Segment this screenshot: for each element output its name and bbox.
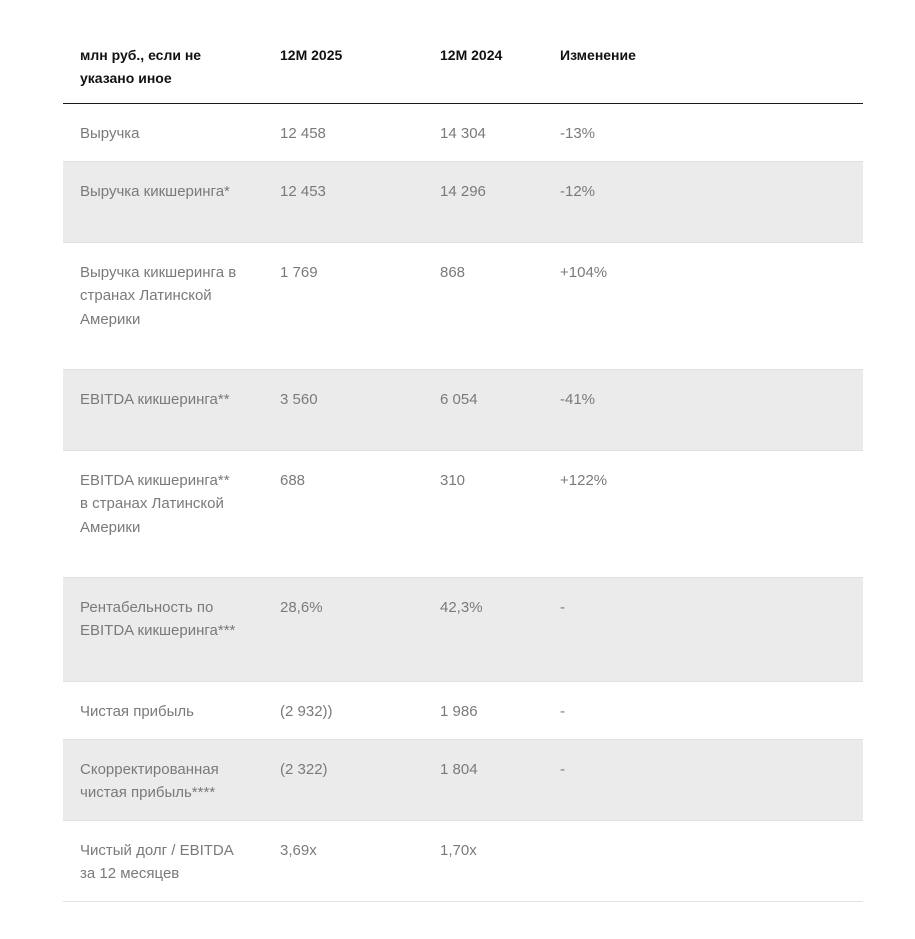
row-value-2025: 3 560 — [280, 391, 318, 408]
row-value-2024: 868 — [440, 264, 466, 281]
row-value-2024: 1 804 — [440, 761, 478, 778]
row-value-2025: 1 769 — [280, 264, 318, 281]
row-value-2025: 3,69x — [280, 842, 317, 859]
row-label: Выручка кикшеринга в странах Латинской Америки — [80, 264, 237, 328]
row-change: - — [560, 703, 565, 720]
table-row — [63, 578, 863, 682]
row-value-2024: 14 296 — [440, 183, 486, 200]
table-row — [63, 104, 863, 162]
row-value-2024: 42,3% — [440, 599, 483, 616]
row-change: - — [560, 761, 565, 778]
table-row — [63, 162, 863, 243]
row-value-2024: 1 986 — [440, 703, 478, 720]
row-value-2024: 1,70x — [440, 842, 477, 859]
row-label: Рентабельность по EBITDA кикшеринга*** — [80, 599, 236, 640]
row-label: Чистый долг / EBITDA за 12 месяцев — [80, 842, 233, 883]
row-value-2025: 12 453 — [280, 183, 326, 200]
row-label: Выручка — [80, 125, 140, 142]
table-row — [63, 370, 863, 451]
row-label: EBITDA кикшеринга** в странах Латинской Америки — [80, 472, 230, 536]
row-change: -13% — [560, 125, 596, 142]
row-change — [543, 821, 863, 901]
row-value-2025: (2 932)) — [280, 703, 333, 720]
row-value-2024: 14 304 — [440, 125, 486, 142]
row-value-2025: 28,6% — [280, 599, 323, 616]
financial-table — [63, 28, 863, 902]
header-12m-2025: 12M 2025 — [280, 47, 343, 63]
row-label: EBITDA кикшеринга** — [80, 391, 230, 408]
header-metric: млн руб., если не указано иное — [80, 47, 202, 86]
table-row — [63, 243, 863, 370]
table-row — [63, 451, 863, 578]
header-change: Изменение — [560, 47, 636, 63]
row-value-2025: (2 322) — [280, 761, 328, 778]
row-value-2025: 12 458 — [280, 125, 326, 142]
row-change: +104% — [560, 264, 608, 281]
row-value-2024: 310 — [440, 472, 466, 489]
row-change: - — [560, 599, 565, 616]
table-row — [63, 682, 863, 740]
row-value-2024: 6 054 — [440, 391, 478, 408]
table-header-row — [63, 28, 863, 104]
row-value-2025: 688 — [280, 472, 306, 489]
header-12m-2024: 12M 2024 — [440, 47, 503, 63]
row-label: Чистая прибыль — [80, 703, 194, 720]
row-change: -41% — [560, 391, 596, 408]
row-label: Выручка кикшеринга* — [80, 183, 230, 200]
row-label: Скорректированная чистая прибыль**** — [80, 761, 219, 802]
table-row — [63, 821, 863, 902]
row-change: -12% — [560, 183, 596, 200]
table-row — [63, 740, 863, 821]
row-change: +122% — [560, 472, 608, 489]
